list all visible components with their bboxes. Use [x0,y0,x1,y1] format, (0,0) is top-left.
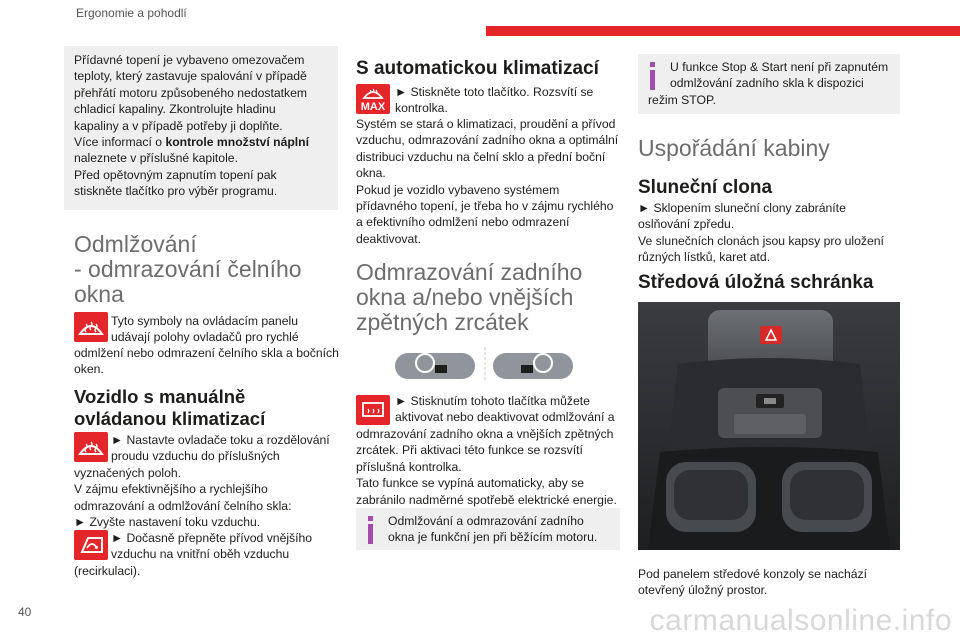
windscreen-demist-icon [74,312,108,342]
rear-demist-text: odmrazování zadního okna a vnějších zpětných zrcátek. Při aktivaci této funkce se rozsvítí příslušná kontrolka. Tato funkce se vypíná automaticky, aby se zabránilo nadměrné spotřebě elektrické energie. [356,427,617,507]
center-storage-text: Pod panelem středové konzoly se nachází otevřený úložný prostor. [638,567,867,598]
heading-rear-demist: Odmrazování zadního okna a/nebo vnějších zpětných zrcátek [356,259,583,335]
manual-ac-step1-indented: ► Nastavte ovladače toku a rozdělování proudu vzduchu do příslušných [111,433,330,464]
rear-demist-info-text: Odmlžování a odmrazování zadního okna je funkční jen při běžícím motoru. [388,514,598,545]
auto-ac-text-indented: ► Stiskněte toto tlačítko. Rozsvítí se kontrolka. [395,85,594,116]
heading-cabin-layout: Uspořádání kabiny [638,135,830,161]
rear-demist-text-indented: ► Stisknutím tohoto tlačítka můžete aktivovat nebo deaktivovat odmlžování a [395,394,615,425]
watermark: carmanualsonline.info [649,604,952,637]
manual-demist-icon [74,432,108,462]
info-icon [650,62,655,92]
heading-center-storage: Středová úložná schránka [638,272,874,293]
recirculation-text: (recirkulaci). [74,564,141,578]
heading-sun-visor: Sluneční clona [638,177,773,198]
rear-demist-info-box [356,508,620,550]
manual-ac-step1-text: vyznačených poloh. V zájmu efektivnějšího a rychlejšího odmrazování a odmlžování čelního skla: ► Zvyšte nastavení toku vzduchu. [74,466,292,530]
heading-manual-ac: Vozidlo s manuálně ovládanou klimatizací [74,386,266,429]
mirror-heating-illustration [395,345,575,383]
windscreen-demist-text: odmlžení nebo odmrazení čelního skla a bočních oken. [74,346,339,377]
sun-visor-text: ► Sklopením sluneční clony zabráníte oslňování zpředu. Ve slunečních clonách jsou kapsy pro uložení různých lístků, karet atd. [638,201,884,265]
heading-automatic-ac: S automatickou klimatizací [356,58,599,79]
center-console-photo [638,302,900,550]
stop-start-info-text: režim STOP. [648,93,716,107]
recirculation-text-indented: ► Dočasně přepněte přívod vnějšího vzduchu na vnitřní oběh vzduchu [111,531,313,562]
info-icon [368,516,373,544]
page-number: 40 [18,605,32,619]
section-header-title: Ergonomie a pohodlí [76,6,187,20]
windscreen-demist-text-indented: Tyto symboly na ovládacím panelu udávají polohy ovladačů pro rychlé [111,314,299,345]
header-accent-bar [486,26,960,36]
stop-start-info-text-indented: U funkce Stop & Start není při zapnutém odmlžování zadního skla k dispozici [670,60,889,91]
recirculation-icon [74,530,108,560]
heater-note-text: Přídavné topení je vybaveno omezovačem teploty, který zastavuje spalování v případě přehřátí motoru způsobeného nedostatkem chladicí kapaliny. Zkontrolujte hladinu kapaliny a v případě potřeby ji doplňte. Více informací o kontrole množství náplní naleznete v příslušné kapitole. Před opětovným zapnutím topení pak stiskněte tlačítko pro výběr programu. [74,53,310,199]
max-icon-label: MAX [360,101,386,113]
bold-reference: kontrole množství náplní [165,135,310,150]
auto-ac-text: Systém se stará o klimatizaci, proudění a přívod vzduchu, odmrazování zadního okna a optimální distribuci vzduchu na čelní sklo a přední boční okna. Pokud je vozidlo vybaveno systémem přídavného topení, je třeba ho v zájmu rychlého a efektivního odmlžení nebo odmrazení deaktivovat. [356,117,619,246]
stop-start-info-box [638,54,900,114]
heater-note-box [64,46,338,210]
rear-window-demist-icon [356,395,390,425]
heading-windscreen-demist: Odmlžování - odmrazování čelního okna [74,231,302,307]
